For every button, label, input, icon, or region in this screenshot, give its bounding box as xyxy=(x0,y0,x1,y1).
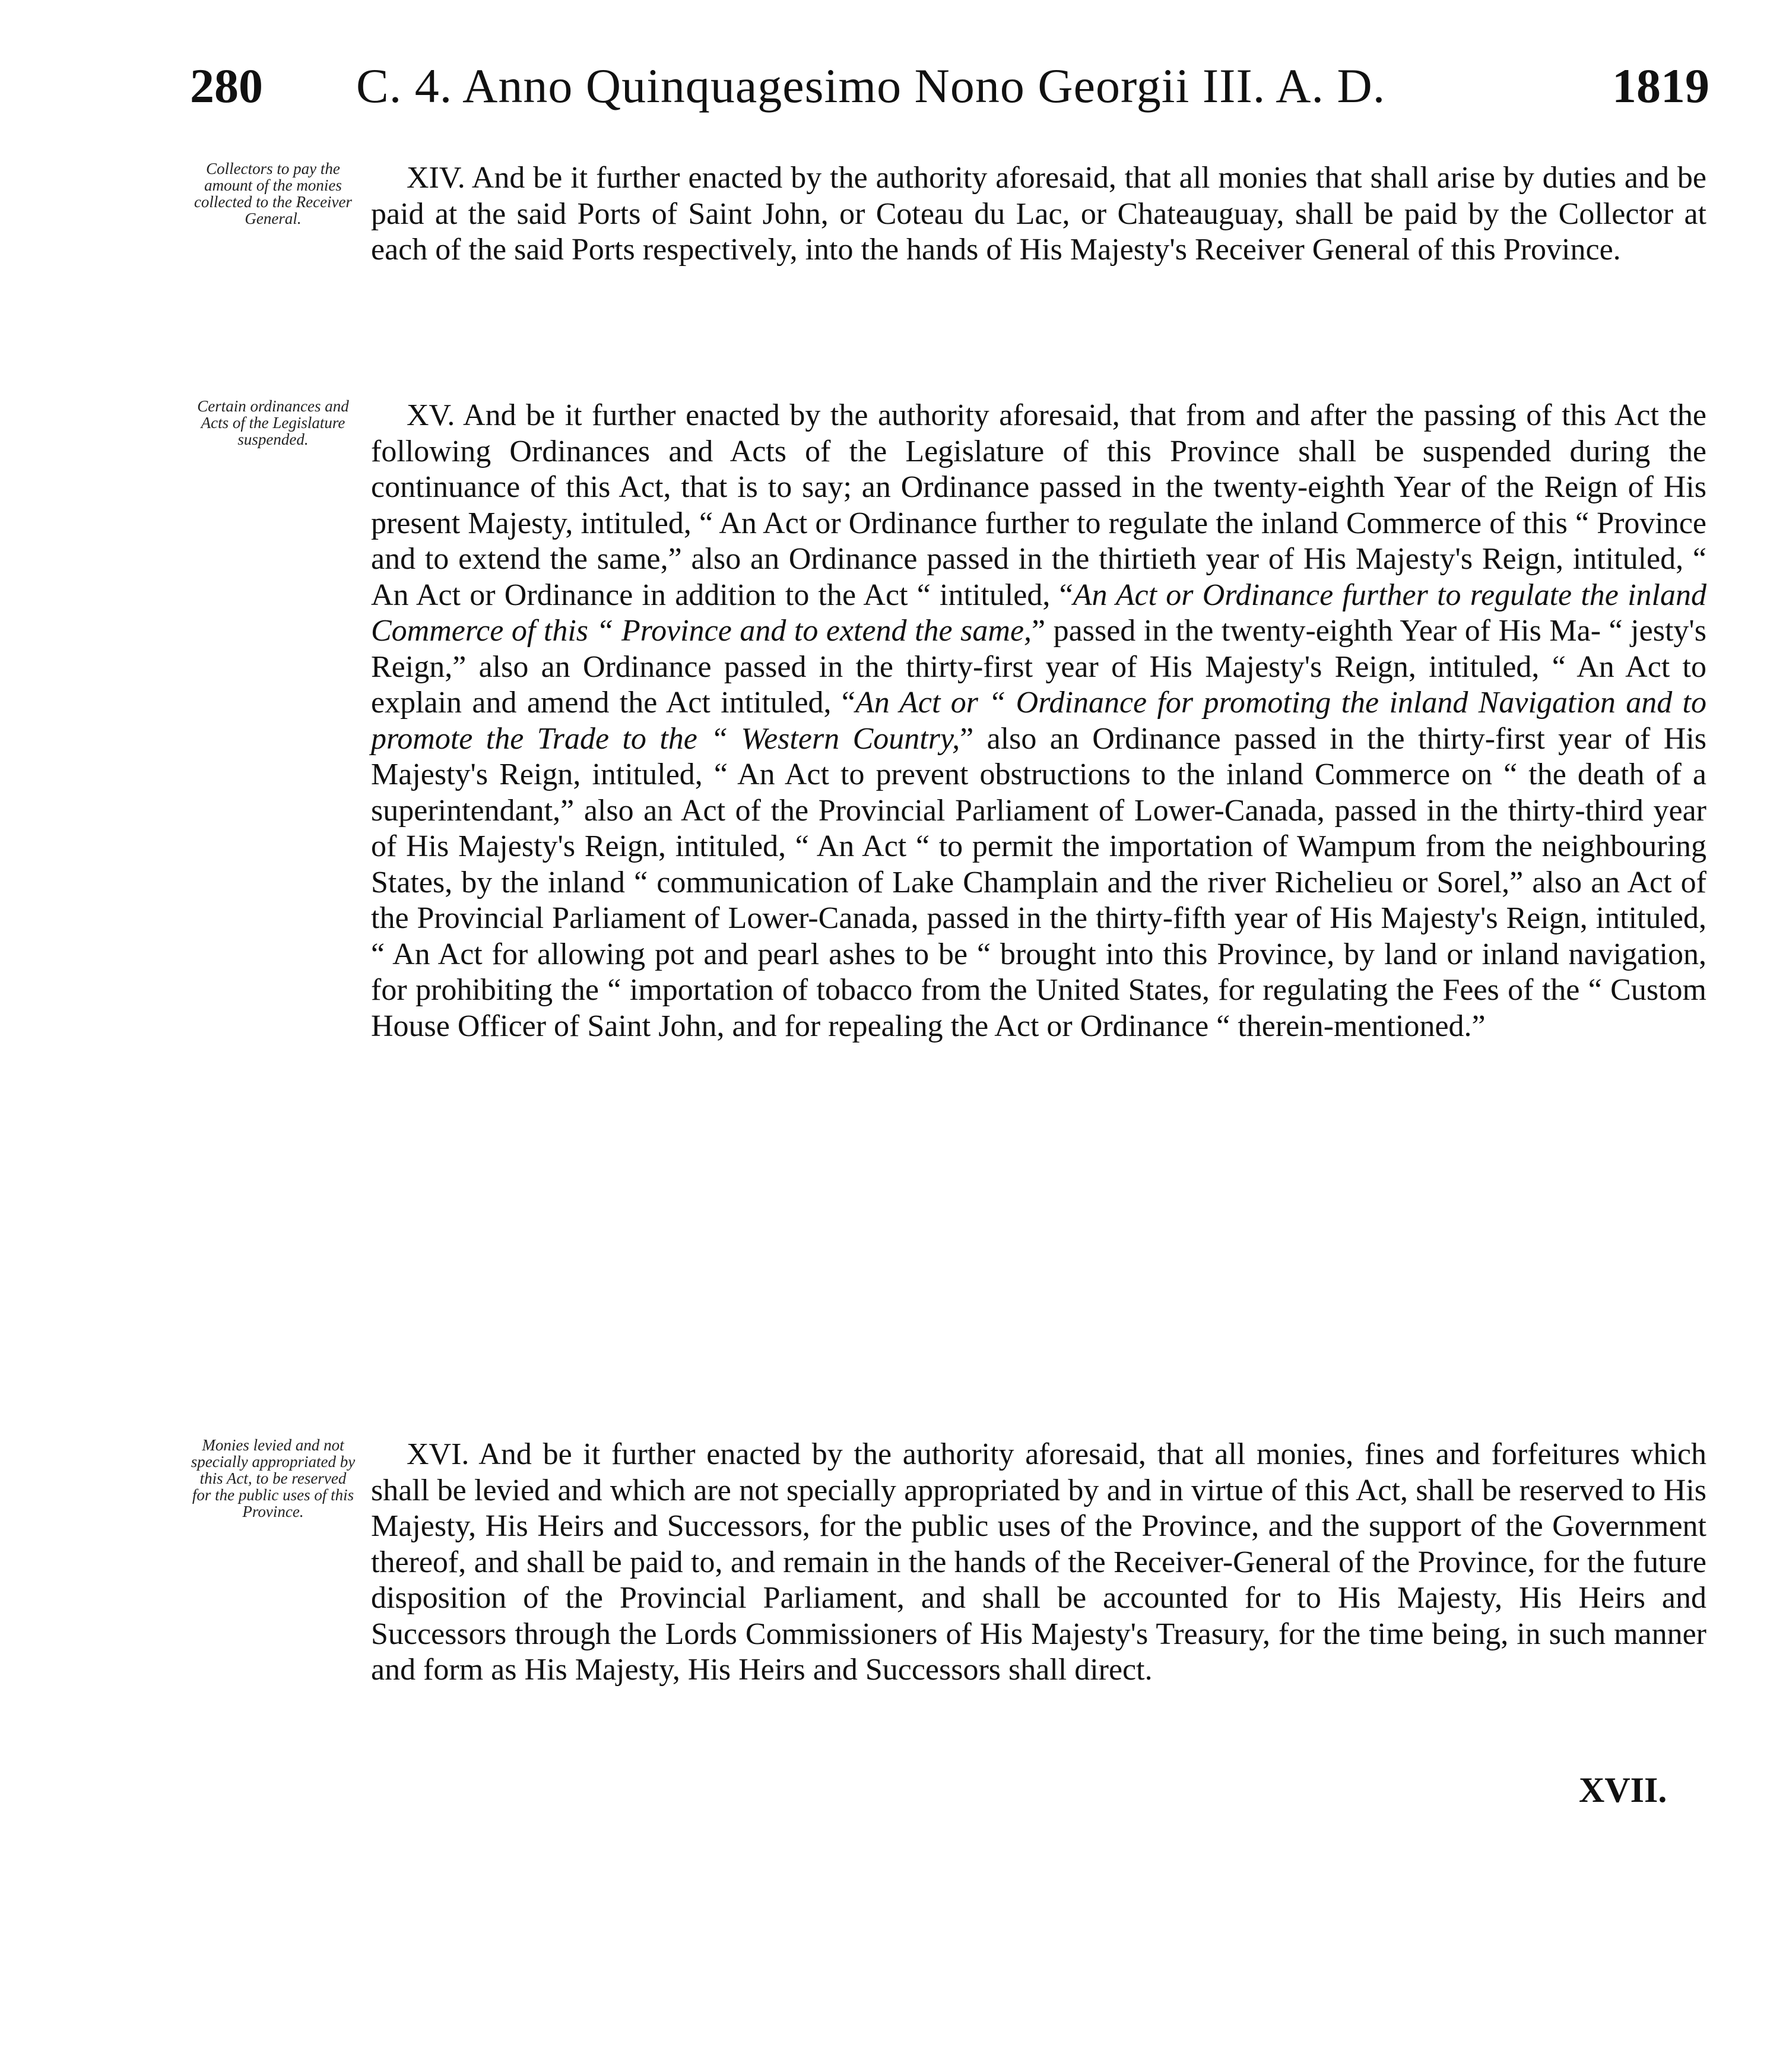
page-number: 280 xyxy=(190,59,263,113)
text-run: ” passed in the twenty-eighth Year of His Ma- “ jesty's Reign,” also an Ordinance passed in the thirty-first year of His Majesty's Reign, intituled, “ An Act to explain and amend the Act intituled, “ xyxy=(371,614,1706,720)
catchword: XVII. xyxy=(1579,1770,1667,1810)
text-run: ” also an Ordinance passed in the thirty-first year of His Majesty's Reign, intituled, “ An Act to prevent obstructions to the inland Commerce on “ the death of a superintendant,” also an Act of the Provincial Parliament of Lower-Canada, passed in the thirty-third year of His Majesty's Reign, intituled, “ An Act “ to permit the importation of Wampum from the neighbouring States, by the inland “ communication of Lake Champlain and the river Richelieu or Sorel,” also an Act of the Provincial Parliament of Lower-Canada, passed in the thirty-fifth year of His Majesty's Reign, intituled, “ An Act for allowing pot and pearl ashes to be “ brought into this Province, by land or inland navigation, for prohibiting the “ importation of tobacco from the United States, for regulating the Fees of the “ Custom House Officer of Saint John, and for repealing the Act or Ordinance “ therein-mentioned.” xyxy=(371,721,1706,1043)
section-text xyxy=(371,398,1706,1044)
quoted-title: An Act or Ordinance further to regulate the inland Commerce of this “ Province and to extend the same, xyxy=(371,578,1707,648)
margin-note: Monies levied and not specially appropriated by this Act, to be reserved for the public uses of this Province. xyxy=(191,1436,356,1520)
margin-note: Collectors to pay the amount of the monies collected to the Receiver General. xyxy=(193,160,353,227)
page-header xyxy=(178,53,1709,119)
section-text: XIV. And be it further enacted by the authority aforesaid, that all monies that shall arise by duties and be paid at the said Ports of Saint John, or Coteau du Lac, or Chateauguay, shall be paid by the Collector at each of the said Ports respectively, into the hands of His Majesty's Receiver General of this Province. xyxy=(371,161,1706,267)
text-run: XV. And be it further enacted by the authority aforesaid, that from and after the passing of this Act the following Ordinances and Acts of the Legislature of this Province shall be suspended during the continuance of this Act, that is to say; an Ordinance passed in the twenty-eighth Year of the Reign of His present Majesty, intituled, “ An Act or Ordinance further to regulate the inland Commerce of this “ Province and to extend the same,” also an Ordinance passed in the thirtieth year of His Majesty's Reign, intituled, “ An Act or Ordinance in addition to the Act “ intituled, “ xyxy=(371,398,1706,612)
running-title: C. 4. Anno Quinquagesimo Nono Georgii III. A. D. xyxy=(356,59,1386,113)
margin-note: Certain ordinances and Acts of the Legislature suspended. xyxy=(197,397,349,448)
section-text: XVI. And be it further enacted by the authority aforesaid, that all monies, fines and forfeitures which shall be levied and which are not specially appropriated by and in virtue of this Act, shall be reserved to His Majesty, His Heirs and Successors, for the public uses of the Province, and the support of the Government thereof, and shall be paid to, and remain in the hands of the Receiver-General of the Province, for the future disposition of the Provincial Parliament, and shall be accounted for to His Majesty, His Heirs and Successors through the Lords Commissioners of His Majesty's Treasury, for the time being, in such manner and form as His Majesty, His Heirs and Successors shall direct. xyxy=(371,1437,1706,1687)
quoted-title: An Act or “ Ordinance for promoting the inland Navigation and to promote the Trade to the “ Western Country, xyxy=(371,686,1706,756)
header-year: 1819 xyxy=(1612,59,1709,113)
